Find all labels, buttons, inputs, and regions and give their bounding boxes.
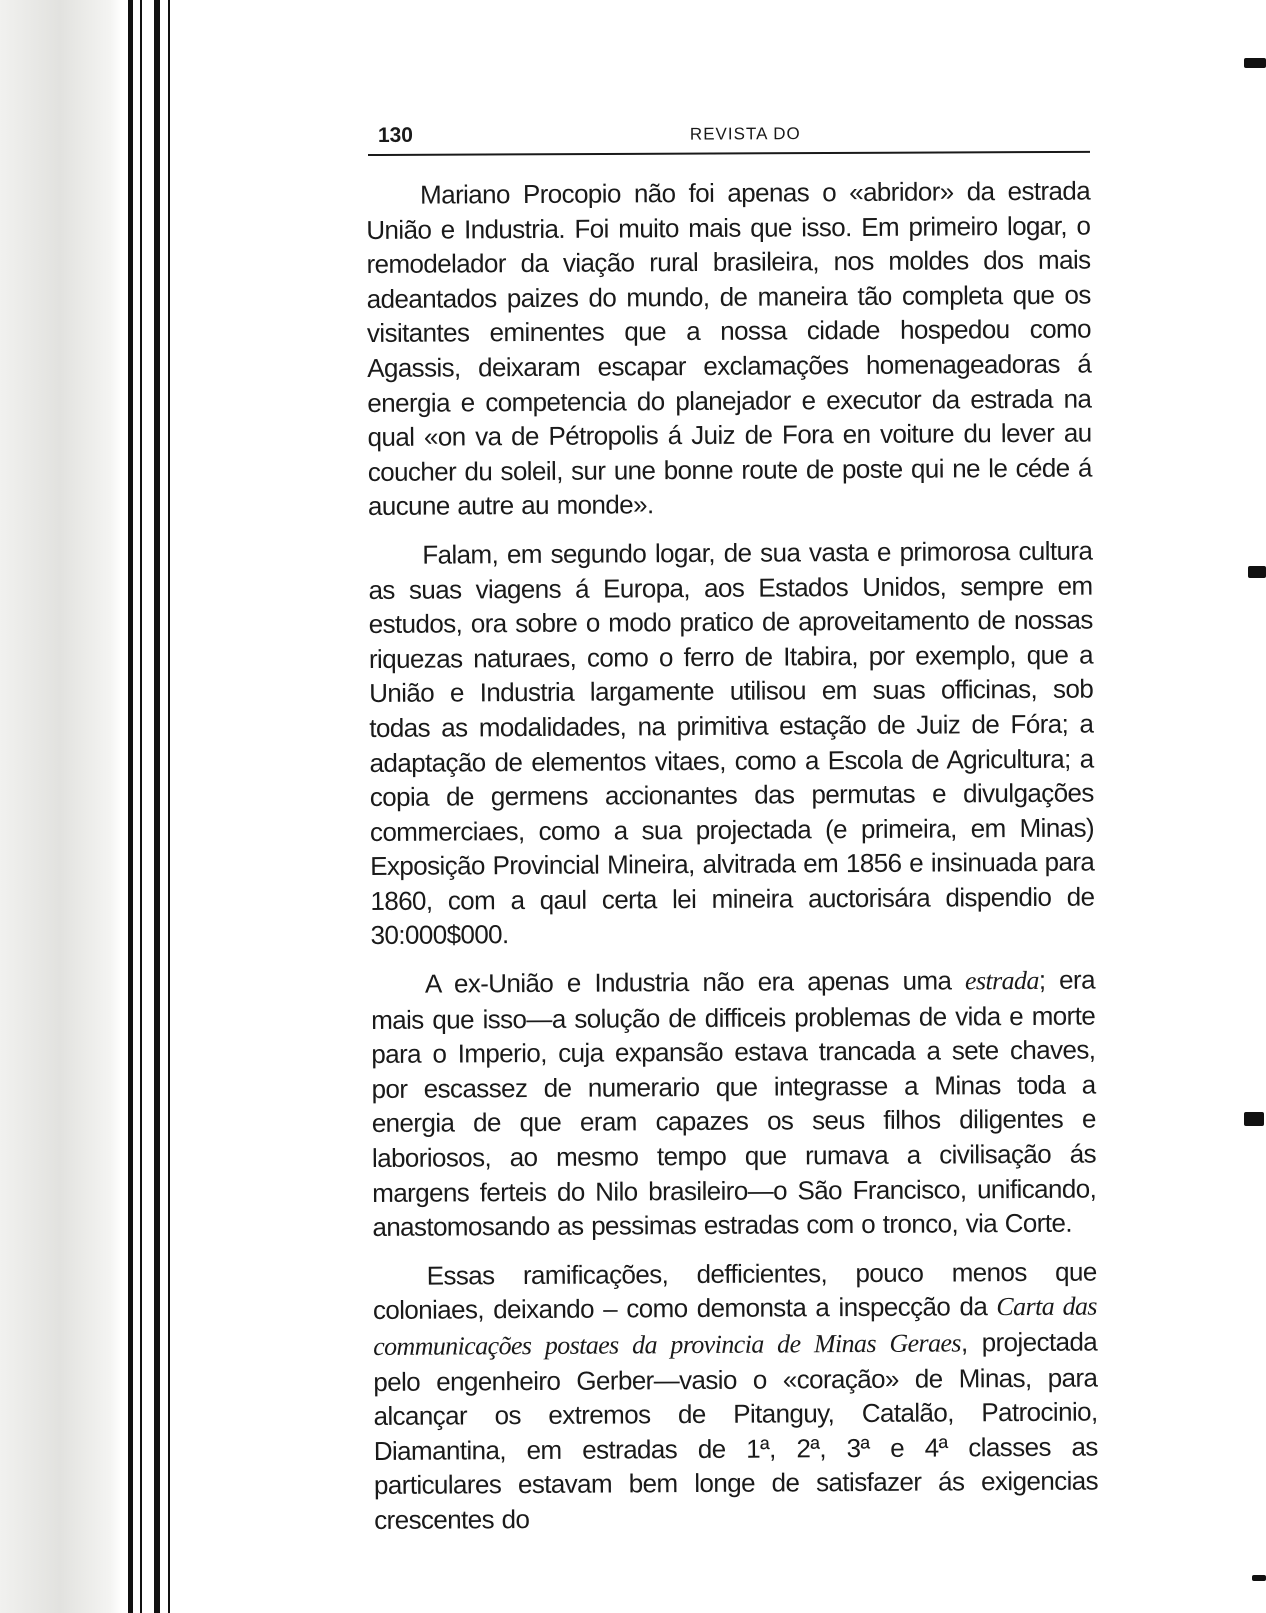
paragraph-text: ; era mais que isso—a solução de difficeis problemas de vida e morte para o Imperio, cuja expansão estava trancada a sete chaves, por escassez de numerario que integrasse a Minas toda a energia de que eram capazes os seus filhos diligentes e laboriosos, ao mesmo tempo que rumava a civilisação ás margens ferteis do Nilo brasileiro—o São Francisco, unificando, anastomosando as pessimas estradas com o tronco, via Corte. — [371, 964, 1097, 1243]
spine-line — [128, 0, 133, 1613]
paragraph: Falam, em segundo logar, de sua vasta e primorosa cultura as suas viagens á Europa, aos Estados Unidos, sempre em estudos, ora sobre o modo pratico de aproveitamento de nossas riquezas naturaes, como o ferro de Itabira, por exemplo, que a União e Industria largamente utilisou em suas officinas, sob todas as modalidades, na primitiva estação de Juiz de Fóra; a adaptação de elementos vitaes, como a Escola de Agricultura; a copia de germens accionantes das permutas e divulgações commerciaes, como a sua projectada (e primeira, em Minas) Exposição Provincial Mineira, alvitrada em 1856 e insinuada para 1860, com a qaul certa lei mineira auctorisára dispendio de 30:000$000. — [368, 535, 1095, 951]
edge-mark — [1244, 1112, 1264, 1126]
paragraph-text: Essas ramificações, defficientes, pouco menos que coloniaes, deixando – como demonsta a inspecção da — [372, 1256, 1097, 1326]
edge-mark — [1252, 1575, 1266, 1581]
italic-term: estrada — [964, 965, 1039, 996]
spine-line — [168, 0, 170, 1613]
page-header — [368, 117, 1090, 156]
book-spine-shadow — [0, 0, 190, 1613]
page-number: 130 — [377, 123, 414, 147]
paragraph — [371, 963, 1097, 1245]
spine-line — [140, 0, 142, 1613]
running-head: REVISTA DO — [689, 124, 801, 144]
body-text — [366, 174, 1098, 1552]
paragraph-text: , projectada pelo engenheiro Gerber—vasio o «coração» de Minas, para alcançar os extremos de Pitanguy, Catalão, Patrocinio, Diamantina, em estradas de 1ª, 2ª, 3ª e 4ª classes as particulares estavam bem longe de satisfazer ás exigencias crescentes do — [373, 1326, 1099, 1535]
right-page-edge — [1240, 0, 1266, 1613]
edge-mark — [1248, 566, 1266, 578]
paragraph-text: A ex-União e Industria não era apenas uma — [424, 965, 966, 999]
edge-mark — [1244, 58, 1266, 68]
paragraph: Mariano Procopio não foi apenas o «abridor» da estrada União e Industria. Foi muito mais que isso. Em primeiro logar, o remodelador da viação rural brasileira, nos moldes dos mais adeantados paizes do mundo, de maneira tão completa que os visitantes eminentes que a nossa cidade hospedou como Agassis, deixaram escapar exclamações homenageadoras á energia e competencia do planejador e executor da estrada na qual «on va de Pétropolis á Juiz de Fora en voiture du lever au coucher du soleil, sur une bonne route de poste qui ne le céde á aucune autre au monde». — [366, 175, 1092, 522]
paragraph — [373, 1254, 1099, 1537]
spine-line — [154, 0, 160, 1613]
italic-title: Carta das communicações postaes da provincia de Minas Geraes — [373, 1291, 1097, 1361]
